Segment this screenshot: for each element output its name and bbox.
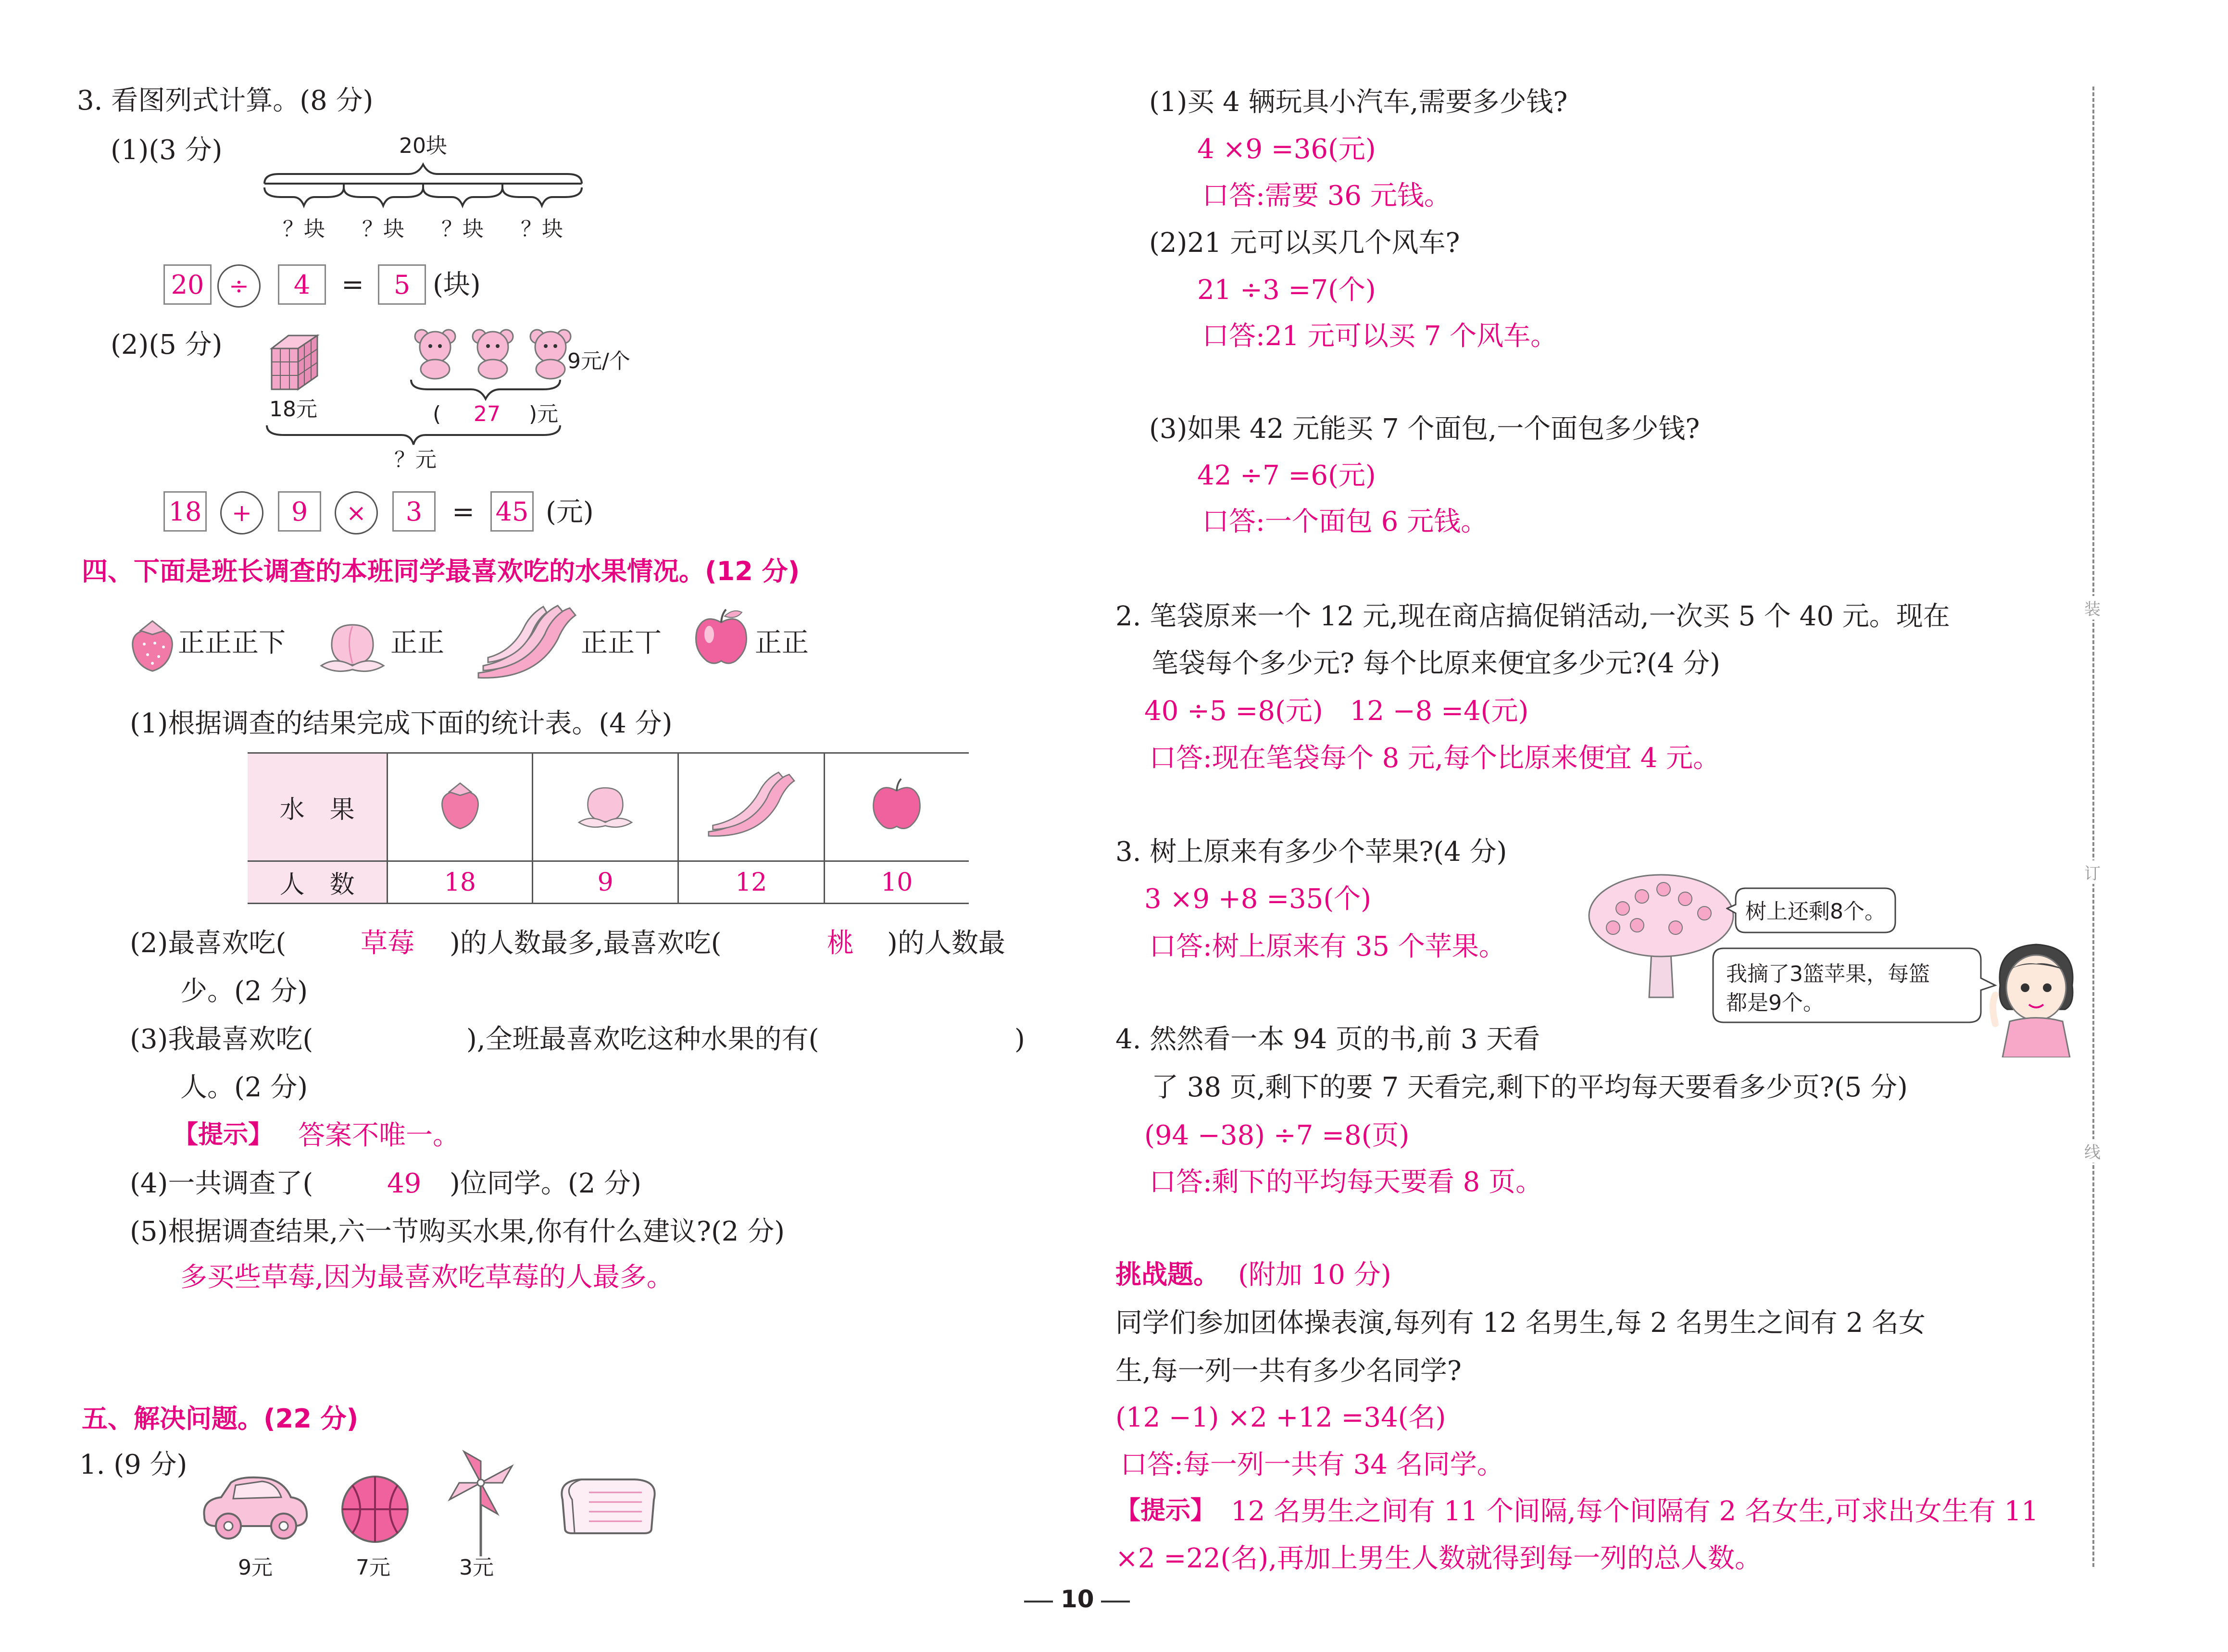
table-cell-count: 9 xyxy=(533,861,678,904)
eq2-unit: (元) xyxy=(546,497,594,528)
basketball-price: 7元 xyxy=(356,1555,390,1580)
r-q1a-equation: 4 ×9 =36(元) xyxy=(1197,134,1376,165)
eq1-box-divisor: 4 xyxy=(278,264,326,305)
r-q1c-question: (3)如果 42 元能买 7 个面包,一个面包多少钱? xyxy=(1149,413,1700,445)
r-q1a-question: (1)买 4 辆玩具小汽车,需要多少钱? xyxy=(1149,87,1568,118)
r-q2-equation: 40 ÷5 =8(元) 12 −8 =4(元) xyxy=(1144,696,1529,727)
challenge-points: (附加 10 分) xyxy=(1238,1259,1391,1291)
section-5-title: 五、解决问题。(22 分) xyxy=(82,1404,359,1434)
challenge-line1: 同学们参加团体操表演,每列有 12 名男生,每 2 名男生之间有 2 名女 xyxy=(1115,1307,1926,1339)
challenge-line2: 生,每一列一共有多少名同学? xyxy=(1115,1355,1462,1387)
tally-peach: 正正 xyxy=(390,627,444,658)
r-q4-line2: 了 38 页,剩下的要 7 天看完,剩下的平均每天要看多少页?(5 分) xyxy=(1152,1072,1908,1103)
girl-character-icon xyxy=(1981,937,2091,1057)
s4-q2-text-b: )的人数最多,最喜欢吃( xyxy=(450,928,722,959)
challenge-hint-line2: ×2 =22(名),再加上男生人数就得到每一列的总人数。 xyxy=(1115,1543,1762,1574)
table-cell-count: 18 xyxy=(388,861,533,904)
challenge-title: 挑战题。 xyxy=(1115,1259,1219,1290)
cube-price: 18元 xyxy=(269,397,317,422)
s5-q1-label: 1. (9 分) xyxy=(79,1449,188,1480)
s4-q2-text-c: )的人数最 xyxy=(887,928,1005,959)
r-q3-title: 3. 树上原来有多少个苹果?(4 分) xyxy=(1115,836,1507,868)
challenge-hint-line1: 12 名男生之间有 11 个间隔,每个间隔有 2 名女生,可求出女生有 11 xyxy=(1231,1496,2039,1527)
binding-mark: 订 xyxy=(2084,860,2101,884)
table-header-fruit: 水 果 xyxy=(248,753,388,861)
pinwheel-icon xyxy=(445,1447,517,1557)
binding-mark: 装 xyxy=(2084,596,2101,620)
fruit-stat-table xyxy=(248,752,969,904)
strawberry-icon xyxy=(126,615,179,673)
r-q2-line1: 2. 笔袋原来一个 12 元,现在商店搞促销活动,一次买 5 个 40 元。现在 xyxy=(1115,601,1950,632)
r-q2-answer: 口答:现在笔袋每个 8 元,每个比原来便宜 4 元。 xyxy=(1149,743,1720,774)
s4-q3-text-c: ) xyxy=(1014,1024,1025,1055)
banana-icon xyxy=(703,768,799,840)
brace-part-label: ？块 xyxy=(521,217,563,241)
table-cell-count: 12 xyxy=(678,861,825,904)
s4-q2-text-a: (2)最喜欢吃( xyxy=(130,928,287,959)
s4-q2-answer-most: 草莓 xyxy=(361,928,414,959)
page-number-line-left xyxy=(1024,1601,1053,1602)
grand-total-label: ？元 xyxy=(394,447,437,472)
r-q1a-answer: 口答:需要 36 元钱。 xyxy=(1202,180,1451,211)
r-q4-answer: 口答:剩下的平均每天要看 8 页。 xyxy=(1149,1167,1543,1198)
eq2-operator-times: × xyxy=(335,491,378,534)
tally-apple: 正正 xyxy=(755,627,809,658)
brace-part-label: ？块 xyxy=(283,217,325,241)
eq1-box-dividend: 20 xyxy=(163,264,212,305)
challenge-equation: (12 −1) ×2 +12 =34(名) xyxy=(1115,1402,1446,1433)
eq2-equals: = xyxy=(452,497,475,528)
banana-icon xyxy=(474,601,579,683)
q3-title: 3. 看图列式计算。(8 分) xyxy=(77,85,374,116)
tally-banana: 正正丅 xyxy=(581,627,662,658)
s4-q4-text-b: )位同学。(2 分) xyxy=(450,1168,641,1199)
r-q1b-answer: 口答:21 元可以买 7 个风车。 xyxy=(1202,321,1558,352)
binding-mark: 线 xyxy=(2084,1139,2101,1163)
r-q4-equation: (94 −38) ÷7 =8(页) xyxy=(1144,1120,1410,1151)
eq1-box-result: 5 xyxy=(378,264,426,305)
eq1-equals: = xyxy=(341,269,364,300)
table-cell-banana xyxy=(678,753,825,861)
strawberry-icon xyxy=(436,778,484,831)
brace-part-label: ？块 xyxy=(362,217,404,241)
bears-brace xyxy=(409,377,563,401)
page-number: 10 xyxy=(1061,1585,1094,1613)
tally-strawberry: 正正正下 xyxy=(178,627,286,658)
table-cell-strawberry xyxy=(388,753,533,861)
eq2-box-cube: 18 xyxy=(163,491,207,532)
eq1-unit: (块) xyxy=(433,269,481,300)
grand-total-brace xyxy=(264,423,563,447)
table-cell-peach xyxy=(533,753,678,861)
s4-q2-text-d: 少。(2 分) xyxy=(180,976,308,1007)
bubble-2-line1: 我摘了3篮苹果，每篮 xyxy=(1726,962,1930,986)
s4-q4-text-a: (4)一共调查了( xyxy=(130,1168,313,1199)
table-header-count: 人 数 xyxy=(248,861,388,904)
r-q3-equation: 3 ×9 +8 =35(个) xyxy=(1144,883,1372,915)
teddy-bear-icon xyxy=(411,327,584,380)
table-cell-count: 10 xyxy=(824,861,969,904)
r-q1b-equation: 21 ÷3 =7(个) xyxy=(1197,274,1376,306)
challenge-answer: 口答:每一列一共有 34 名同学。 xyxy=(1120,1449,1504,1480)
s4-q5-text: (5)根据调查结果,六一节购买水果,你有什么建议?(2 分) xyxy=(130,1216,785,1247)
s4-hint-label: 【提示】 xyxy=(173,1120,274,1149)
table-row xyxy=(248,753,969,861)
s4-q2-answer-least: 桃 xyxy=(827,928,854,959)
s4-q4-answer: 49 xyxy=(387,1168,422,1199)
peach-icon xyxy=(316,613,388,675)
s4-q3-text-a: (3)我最喜欢吃( xyxy=(130,1024,313,1055)
page-number-line-right xyxy=(1101,1601,1130,1602)
pinwheel-price: 3元 xyxy=(459,1555,494,1580)
apple-icon xyxy=(690,606,752,668)
r-q1c-answer: 口答:一个面包 6 元钱。 xyxy=(1202,506,1488,537)
bubble-2-line2: 都是9个。 xyxy=(1726,991,1824,1015)
basketball-icon xyxy=(339,1473,411,1545)
peach-icon xyxy=(574,778,637,831)
table-row xyxy=(248,861,969,904)
s4-q1-text: (1)根据调查的结果完成下面的统计表。(4 分) xyxy=(130,708,673,739)
bread-icon xyxy=(553,1471,663,1538)
challenge-hint-label: 【提示】 xyxy=(1115,1496,1216,1525)
bears-total-open: ( xyxy=(433,402,441,426)
s4-q5-answer: 多买些草莓,因为最喜欢吃草莓的人最多。 xyxy=(180,1262,674,1293)
eq2-operator-plus: + xyxy=(220,491,263,534)
q3-part1-brace-diagram xyxy=(260,159,587,211)
eq1-operator-divide: ÷ xyxy=(217,264,261,308)
bubble-1-text: 树上还剩8个。 xyxy=(1745,899,1886,924)
r-q2-line2: 笔袋每个多少元? 每个比原来便宜多少元?(4 分) xyxy=(1152,648,1720,679)
q3-part1-total: 20块 xyxy=(399,134,447,158)
eq2-box-bear: 9 xyxy=(278,491,321,532)
rubiks-cube-icon xyxy=(264,332,327,394)
eq2-box-result: 45 xyxy=(490,491,534,532)
table-cell-apple xyxy=(824,753,969,861)
s4-hint-text: 答案不唯一。 xyxy=(298,1120,460,1151)
r-q4-line1: 4. 然然看一本 94 页的书,前 3 天看 xyxy=(1115,1024,1540,1055)
toy-car-icon xyxy=(197,1471,313,1543)
bears-total-value: 27 xyxy=(474,402,501,426)
s4-q3-text-b: ),全班最喜欢吃这种水果的有( xyxy=(466,1024,819,1055)
car-price: 9元 xyxy=(238,1555,273,1580)
bear-unit-price: 9元/个 xyxy=(567,349,630,373)
eq2-box-count: 3 xyxy=(392,491,436,532)
apple-icon xyxy=(868,775,926,833)
q3-part1-label: (1)(3 分) xyxy=(111,135,223,166)
bears-total-close: )元 xyxy=(529,402,559,426)
brace-part-label: ？块 xyxy=(441,217,484,241)
section-4-title: 四、下面是班长调查的本班同学最喜欢吃的水果情况。(12 分) xyxy=(82,556,800,586)
binding-dashed-line xyxy=(2092,87,2094,1567)
s4-q3-text-d: 人。(2 分) xyxy=(180,1072,308,1103)
r-q3-answer: 口答:树上原来有 35 个苹果。 xyxy=(1149,931,1506,962)
q3-part2-label: (2)(5 分) xyxy=(111,329,223,360)
r-q1b-question: (2)21 元可以买几个风车? xyxy=(1149,227,1460,259)
r-q1c-equation: 42 ÷7 =6(元) xyxy=(1197,460,1376,491)
